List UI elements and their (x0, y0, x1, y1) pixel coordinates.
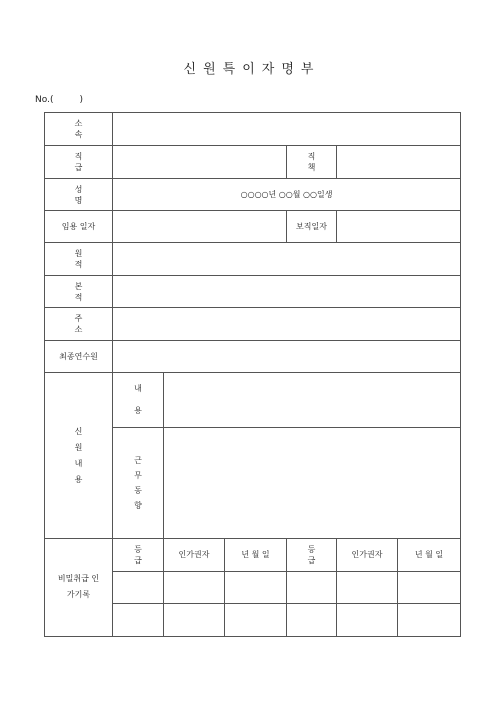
header-authorizer-1: 인가권자 (164, 538, 225, 571)
label-rank: 직 급 (45, 146, 113, 179)
cell-date-entry[interactable] (398, 603, 461, 636)
header-date-2: 년 월 일 (398, 538, 461, 571)
label-duty: 직 책 (287, 146, 337, 179)
row-content (45, 373, 461, 427)
row-classified-header (45, 538, 461, 571)
field-registered-domicile[interactable] (113, 276, 461, 308)
row-appointment (45, 211, 461, 243)
label-last-dept: 최종연수원 (45, 341, 113, 373)
document-number (35, 95, 83, 105)
label-identity-details (45, 373, 113, 538)
label-appointment-date: 임용 일자 (45, 211, 113, 243)
header-date-1: 년 월 일 (225, 538, 287, 571)
row-name (45, 179, 461, 211)
field-current-post-date[interactable] (337, 211, 461, 243)
row-last-dept (45, 341, 461, 373)
label-original-domicile: 원 적 (45, 243, 113, 276)
field-address[interactable] (113, 308, 461, 341)
field-duty[interactable] (337, 146, 461, 179)
label-current-post-date: 보직일자 (287, 211, 337, 243)
cell-grade-entry[interactable] (113, 603, 164, 636)
header-grade-1: 등 급 (113, 538, 164, 571)
cell-authorizer-entry[interactable] (164, 603, 225, 636)
cell-grade-entry[interactable] (287, 603, 337, 636)
identity-details-text: 신원내용 (74, 426, 83, 484)
field-original-domicile[interactable] (113, 243, 461, 276)
row-rank (45, 146, 461, 179)
label-affiliation: 소 속 (45, 113, 113, 146)
personnel-form-table (44, 112, 461, 637)
field-affiliation[interactable] (113, 113, 461, 146)
doc-no-label: No.( (35, 95, 54, 105)
doc-no-close: ) (79, 95, 83, 105)
label-classified-access: 비밀취급 인가기록 (45, 538, 113, 636)
header-authorizer-2: 인가권자 (337, 538, 398, 571)
cell-authorizer-entry[interactable] (337, 571, 398, 603)
row-affiliation (45, 113, 461, 146)
field-last-dept[interactable] (113, 341, 461, 373)
cell-date-entry[interactable] (398, 571, 461, 603)
content-text: 내용 (134, 383, 142, 415)
label-content (113, 373, 164, 427)
cell-grade-entry[interactable] (287, 571, 337, 603)
label-address: 주 소 (45, 308, 113, 341)
cell-authorizer-entry[interactable] (337, 603, 398, 636)
field-appointment-date[interactable] (113, 211, 287, 243)
cell-grade-entry[interactable] (113, 571, 164, 603)
field-content[interactable] (164, 373, 461, 427)
cell-date-entry[interactable] (225, 571, 287, 603)
label-registered-domicile: 본 적 (45, 276, 113, 308)
cell-date-entry[interactable] (225, 603, 287, 636)
row-address (45, 308, 461, 341)
field-service-trend[interactable] (164, 427, 461, 538)
label-service-trend (113, 427, 164, 538)
service-trend-text: 근무동향 (134, 455, 142, 510)
cell-authorizer-entry[interactable] (164, 571, 225, 603)
page-title: 신원특이자명부 (183, 62, 321, 77)
field-name-birth[interactable]: ○○○○년 ○○월 ○○일생 (113, 179, 461, 211)
label-name: 성 명 (45, 179, 113, 211)
row-original-domicile (45, 243, 461, 276)
row-registered-domicile (45, 276, 461, 308)
header-grade-2: 등 급 (287, 538, 337, 571)
field-rank[interactable] (113, 146, 287, 179)
